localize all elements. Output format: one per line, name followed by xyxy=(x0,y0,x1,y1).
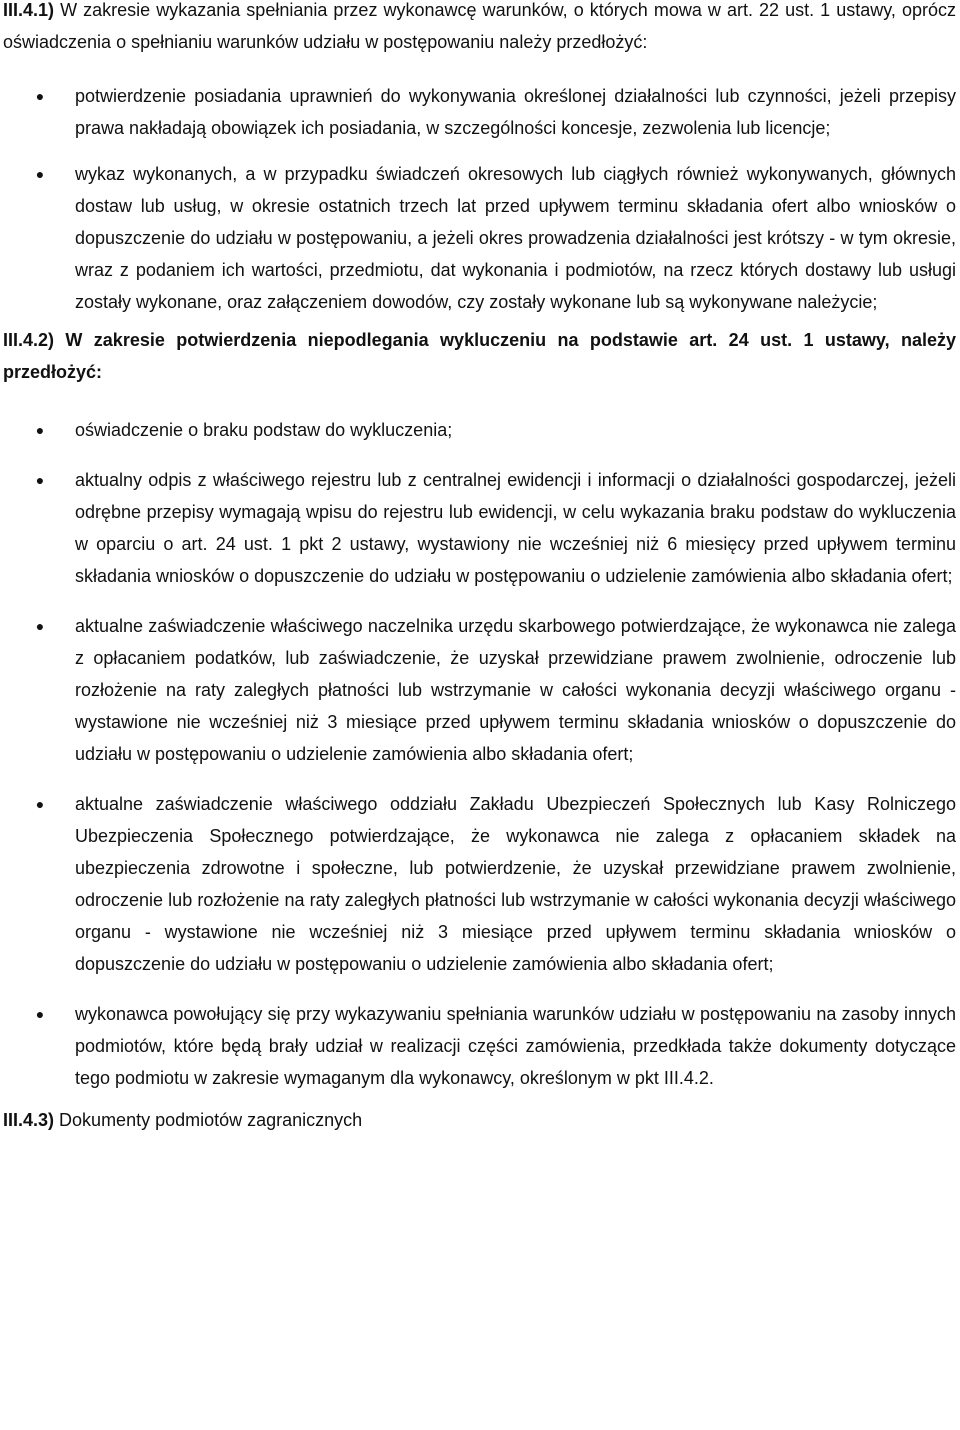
bullet-icon: ● xyxy=(35,1006,45,1022)
list-item xyxy=(3,158,956,318)
section-text: W zakresie potwierdzenia niepodlegania wykluczeniu na podstawie art. 24 ust. 1 ustawy, należy przedłożyć: xyxy=(3,330,956,382)
exclusion-documents-list xyxy=(3,414,956,1094)
section-number: III.4.3) xyxy=(3,1110,55,1130)
required-documents-list xyxy=(3,80,956,318)
section-text: Dokumenty podmiotów zagranicznych xyxy=(59,1110,363,1130)
section-heading-iii-4-2 xyxy=(3,324,956,388)
bullet-icon: ● xyxy=(35,88,45,104)
section-number: III.4.1) xyxy=(3,0,55,20)
list-item xyxy=(3,80,956,144)
list-item-text: aktualny odpis z właściwego rejestru lub z centralnej ewidencji i informacji o działalności gospodarczej, jeżeli odrębne przepisy wymagają wpisu do rejestru lub ewidencji, w celu wykazania braku podstaw do wykluczenia w oparciu o art. 24 ust. 1 pkt 2 ustawy, wystawiony nie wcześniej niż 6 miesięcy przed upływem terminu składania wniosków o dopuszczenie do udziału w postępowaniu o udzielenie zamówienia albo składania ofert; xyxy=(75,470,956,586)
section-heading-iii-4-1 xyxy=(3,0,956,58)
list-item-text: wykonawca powołujący się przy wykazywaniu spełniania warunków udziału w postępowaniu na zasoby innych podmiotów, które będą brały udział w realizacji części zamówienia, przedkłada także dokumenty dotyczące tego podmiotu w zakresie wymaganym dla wykonawcy, określonym w pkt III.4.2. xyxy=(75,1004,956,1088)
list-item xyxy=(3,414,956,446)
bullet-icon: ● xyxy=(35,618,45,634)
list-item xyxy=(3,464,956,592)
list-item-text: wykaz wykonanych, a w przypadku świadczeń okresowych lub ciągłych również wykonywanych, głównych dostaw lub usług, w okresie ostatnich trzech lat przed upływem terminu składania ofert albo wniosków o dopuszczenie do udziału w postępowaniu, a jeżeli okres prowadzenia działalności jest krótszy - w tym okresie, wraz z podaniem ich wartości, przedmiotu, dat wykonania i podmiotów, na rzecz których dostawy lub usługi zostały wykonane, oraz załączeniem dowodów, czy zostały wykonane lub są wykonywane należycie; xyxy=(75,164,956,312)
list-item-text: aktualne zaświadczenie właściwego naczelnika urzędu skarbowego potwierdzające, że wykonawca nie zalega z opłacaniem podatków, lub zaświadczenie, że uzyskał przewidziane prawem zwolnienie, odroczenie lub rozłożenie na raty zaległych płatności lub wstrzymanie w całości wykonania decyzji właściwego organu - wystawione nie wcześniej niż 3 miesiące przed upływem terminu składania wniosków o dopuszczenie do udziału w postępowaniu o udzielenie zamówienia albo składania ofert; xyxy=(75,616,956,764)
bullet-icon: ● xyxy=(35,422,45,438)
list-item xyxy=(3,610,956,770)
section-text: W zakresie wykazania spełniania przez wykonawcę warunków, o których mowa w art. 22 ust. 1 ustawy, oprócz oświadczenia o spełnianiu warunków udziału w postępowaniu należy przedłożyć: xyxy=(3,0,956,52)
section-heading-iii-4-3 xyxy=(3,1104,956,1136)
list-item xyxy=(3,998,956,1094)
list-item-text: oświadczenie o braku podstaw do wykluczenia; xyxy=(75,420,453,440)
list-item xyxy=(3,788,956,980)
bullet-icon: ● xyxy=(35,472,45,488)
list-item-text: potwierdzenie posiadania uprawnień do wykonywania określonej działalności lub czynności, jeżeli przepisy prawa nakładają obowiązek ich posiadania, w szczególności koncesje, zezwolenia lub licencje; xyxy=(75,86,956,138)
bullet-icon: ● xyxy=(35,796,45,812)
section-number: III.4.2) xyxy=(3,330,55,350)
bullet-icon: ● xyxy=(35,166,45,182)
list-item-text: aktualne zaświadczenie właściwego oddziału Zakładu Ubezpieczeń Społecznych lub Kasy Rolniczego Ubezpieczenia Społecznego potwierdzające, że wykonawca nie zalega z opłacaniem składek na ubezpieczenia zdrowotne i społeczne, lub potwierdzenie, że uzyskał przewidziane prawem zwolnienie, odroczenie lub rozłożenie na raty zaległych płatności lub wstrzymanie w całości wykonania decyzji właściwego organu - wystawione nie wcześniej niż 3 miesiące przed upływem terminu składania wniosków o dopuszczenie do udziału w postępowaniu o udzielenie zamówienia albo składania ofert; xyxy=(75,794,956,974)
